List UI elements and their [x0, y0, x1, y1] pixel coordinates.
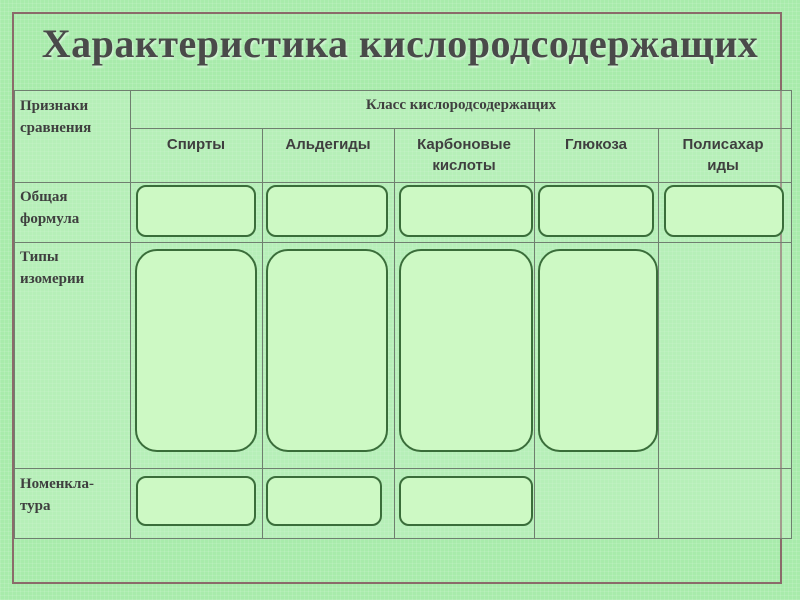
column-header-polysaccharides: Полисахар иды	[682, 136, 764, 174]
column-divider-4	[658, 128, 659, 538]
column-divider-2	[394, 128, 395, 538]
table-border-left	[14, 90, 15, 538]
row-label-nomenclature: Номенкла-тура	[20, 476, 94, 514]
column-divider-3	[534, 128, 535, 538]
table-border-right	[791, 90, 792, 538]
answer-box-acids-formula[interactable]	[399, 185, 533, 237]
answer-box-aldehydes-formula[interactable]	[266, 185, 388, 237]
table-border-bottom	[14, 538, 792, 539]
corner-header: Признаки сравнения	[20, 98, 92, 136]
row-label-isomerism-types: Типы изомерии	[20, 249, 85, 287]
group-header: Класс кислородсодержащих	[365, 97, 557, 113]
column-divider-1	[262, 128, 263, 538]
answer-box-polysaccharides-formula[interactable]	[664, 185, 784, 237]
answer-box-acids-isomerism[interactable]	[399, 249, 533, 452]
slide-title: Характеристика кислородсодержащих	[41, 21, 759, 66]
column-header-carboxylic-acids: Карбоновые кислоты	[417, 136, 511, 174]
answer-box-acids-nomenclature[interactable]	[399, 476, 533, 526]
column-header-glucose: Глюкоза	[565, 136, 627, 153]
column-header-alcohols: Спирты	[166, 136, 226, 153]
header-divider	[130, 128, 792, 129]
answer-box-alcohols-formula[interactable]	[136, 185, 256, 237]
label-column-divider	[130, 90, 131, 538]
answer-box-aldehydes-isomerism[interactable]	[266, 249, 388, 452]
answer-box-glucose-isomerism[interactable]	[538, 249, 658, 452]
answer-box-alcohols-nomenclature[interactable]	[136, 476, 256, 526]
column-header-aldehydes: Альдегиды	[285, 136, 371, 153]
answer-box-alcohols-isomerism[interactable]	[135, 249, 257, 452]
row-label-general-formula: Общая формула	[20, 189, 80, 227]
answer-box-glucose-formula[interactable]	[538, 185, 654, 237]
answer-box-aldehydes-nomenclature[interactable]	[266, 476, 382, 526]
